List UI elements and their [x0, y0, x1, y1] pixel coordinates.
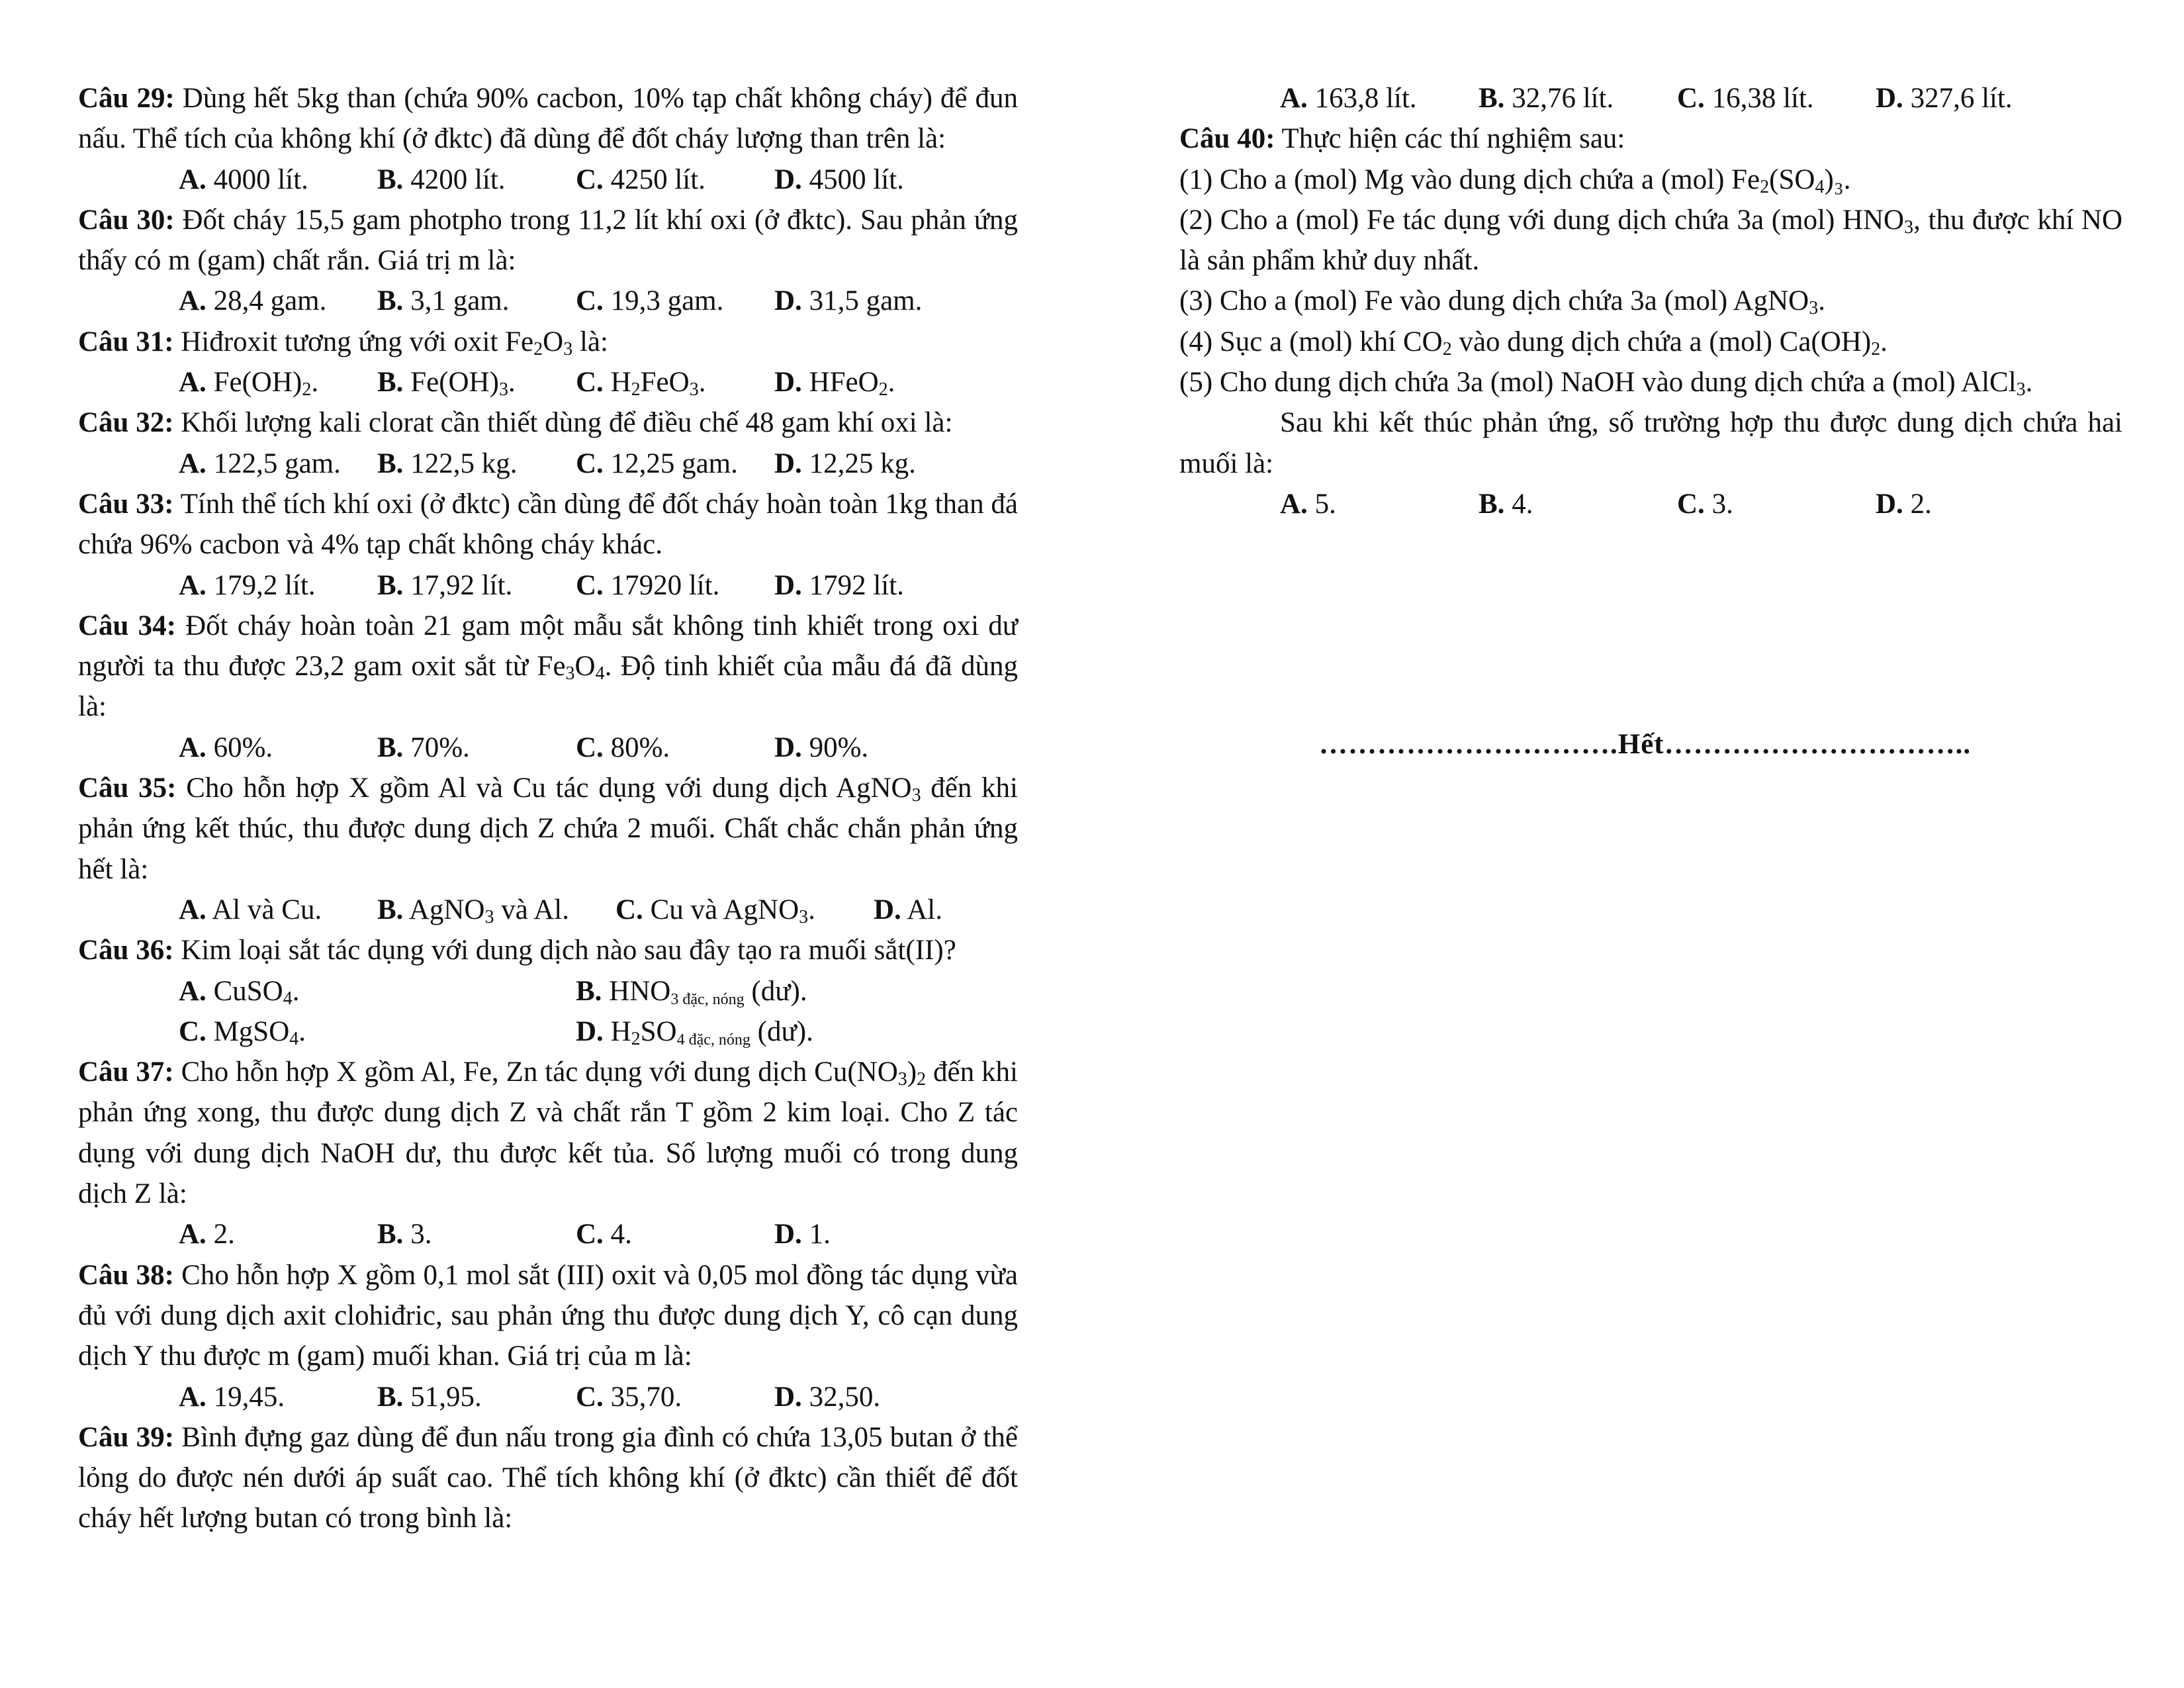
experiment-1: (1) Cho a (mol) Mg vào dung dịch chứa a (mol) $Fe_2(SO_4)_3$.: [1179, 164, 1851, 197]
option-b: B. $HNO_{3 đặc, nóng}$ (dư).: [576, 975, 807, 1008]
option-b: B. 70%.: [377, 731, 470, 763]
question-40-conclusion: Sau khi kết thúc phản ứng, số trường hợp thu được dung dịch chứa hai muối là:: [1179, 407, 2122, 479]
question-36-options-row-2: [78, 1011, 1018, 1052]
question-29: [78, 78, 1018, 160]
question-label: Câu 38:: [78, 1259, 174, 1291]
option-b: B. 122,5 kg.: [377, 447, 518, 479]
question-text: Kim loại sắt tác dụng với dung dịch nào sau đây tạo ra muối sắt(II)?: [181, 935, 956, 966]
option-a: A. 60%.: [179, 731, 273, 763]
option-d: D. 32,50.: [774, 1381, 881, 1413]
question-34: [78, 606, 1018, 727]
question-36: [78, 930, 1018, 970]
option-d: D. 4500 lít.: [774, 164, 904, 195]
question-31: [78, 322, 1018, 362]
option-d: D. 12,25 kg.: [774, 447, 916, 479]
question-39-options: [1179, 78, 2122, 118]
question-39: [78, 1417, 1018, 1539]
question-label: Câu 39:: [78, 1421, 175, 1453]
option-a: A. 5.: [1280, 488, 1336, 520]
experiment-3: (3) Cho a (mol) Fe vào dung dịch chứa 3a (mol) AgNO$_3$.: [1179, 285, 1825, 319]
question-label: Câu 31:: [78, 326, 174, 357]
question-36-options-row-1: [78, 971, 1018, 1011]
option-a: A. 179,2 lít.: [179, 569, 316, 601]
option-a: A. Al và Cu.: [179, 894, 322, 925]
question-text: Cho hỗn hợp X gồm Al, Fe, Zn tác dụng với dung dịch $Cu(NO_3)_2$ đến khi phản ứng xong, thu được dung dịch Z và chất rắn T gồm 2 kim loại. Cho Z tác dụng với dung dịch NaOH dư, thu được kết tủa. Số lượng muối có trong dung dịch Z là:: [78, 1056, 1018, 1210]
question-30: [78, 200, 1018, 281]
question-32-options: [78, 444, 1018, 484]
question-text: Thực hiện các thí nghiệm sau:: [1281, 123, 1625, 155]
question-label: Câu 29:: [78, 83, 175, 114]
question-label: Câu 34:: [78, 610, 176, 641]
right-column: [1179, 78, 2122, 524]
question-33: [78, 484, 1018, 565]
question-38: [78, 1255, 1018, 1377]
option-b: B. AgNO$_3$ và Al.: [377, 894, 569, 927]
question-37-options: [78, 1214, 1018, 1254]
option-b: B. 17,92 lít.: [377, 569, 513, 601]
question-37: [78, 1052, 1018, 1214]
option-d: D. 90%.: [774, 731, 869, 763]
experiment-5: (5) Cho dung dịch chứa 3a (mol) NaOH vào dung dịch chứa a (mol) AlCl$_3$.: [1179, 367, 2033, 400]
option-c: C. 35,70.: [576, 1381, 682, 1413]
question-label: Câu 36:: [78, 935, 174, 966]
option-b: B. 4200 lít.: [377, 164, 506, 195]
option-a: A. 4000 lít.: [179, 164, 308, 195]
question-text: Đốt cháy hoàn toàn 21 gam một mẫu sắt không tinh khiết trong oxi dư người ta thu được 23,2 gam oxit sắt từ $Fe_3O_4$. Độ tinh khiết của mẫu đá đã dùng là:: [78, 610, 1019, 723]
question-label: Câu 37:: [78, 1056, 174, 1088]
option-c: C. 4250 lít.: [576, 164, 705, 195]
experiment-2: (2) Cho a (mol) Fe tác dụng với dung dịch chứa 3a (mol) $HNO_3$, thu được khí NO là sản phẩm khử duy nhất.: [1179, 204, 2122, 277]
question-text: Bình đựng gaz dùng để đun nấu trong gia đình có chứa 13,05 butan ở thể lỏng do được nén dưới áp suất cao. Thể tích không khí (ở đktc) cần thiết để đốt cháy hết lượng butan có trong bình là:: [78, 1421, 1019, 1534]
question-35: [78, 768, 1018, 890]
question-label: Câu 32:: [78, 407, 174, 439]
question-34-options: [78, 727, 1018, 768]
question-38-options: [78, 1377, 1018, 1417]
option-b: B. $Fe(OH)_3$.: [377, 367, 516, 400]
option-c: C. Cu và AgNO$_3$.: [615, 894, 815, 927]
question-label: Câu 33:: [78, 488, 174, 520]
option-a: A. CuSO$_4$.: [179, 975, 300, 1009]
option-c: C. 4.: [576, 1219, 632, 1250]
question-32: [78, 402, 1018, 443]
question-label: Câu 40:: [1179, 123, 1275, 155]
option-a: A. 2.: [179, 1219, 235, 1250]
option-d: D. HFeO$_2$.: [774, 367, 895, 400]
option-c: C. 80%.: [576, 731, 670, 763]
question-text: Khối lượng kali clorat cần thiết dùng để điều chế 48 gam khí oxi là:: [181, 407, 953, 439]
question-text: Dùng hết 5kg than (chứa 90% cacbon, 10% tạp chất không cháy) để đun nấu. Thể tích của không khí (ở đktc) đã dùng để đốt cháy lượng than trên là:: [78, 83, 1018, 155]
option-d: D. $H_2SO_{4 đặc, nóng}$ (dư).: [576, 1015, 813, 1049]
option-a: A. 122,5 gam.: [179, 447, 341, 479]
option-c: C. 12,25 gam.: [576, 447, 738, 479]
option-c: C. 3.: [1677, 488, 1733, 520]
question-40-options: [1179, 484, 2122, 524]
option-b: B. 32,76 lít.: [1479, 83, 1614, 114]
option-c: C. MgSO$_4$.: [179, 1015, 306, 1049]
option-d: D. 1.: [774, 1219, 831, 1250]
question-30-options: [78, 281, 1018, 321]
option-a: A. 19,45.: [179, 1381, 285, 1413]
question-29-options: [78, 160, 1018, 200]
question-33-options: [78, 565, 1018, 606]
experiment-4: (4) Sục a (mol) khí $CO_2$ vào dung dịch chứa a (mol) $Ca(OH)_2$.: [1179, 326, 1888, 359]
question-35-options: [78, 890, 1018, 930]
option-d: D. 327,6 lít.: [1876, 83, 2013, 114]
question-text: Cho hỗn hợp X gồm Al và Cu tác dụng với dung dịch AgNO$_3$ đến khi phản ứng kết thúc, thu được dung dịch Z chứa 2 muối. Chất chắc chắn phản ứng hết là:: [78, 773, 1019, 885]
question-text: Tính thể tích khí oxi (ở đktc) cần dùng để đốt cháy hoàn toàn 1kg than đá chứa 96% cacbon và 4% tạp chất không cháy khác.: [78, 488, 1018, 561]
option-c: C. $H_2FeO_3$.: [576, 367, 706, 400]
question-label: Câu 35:: [78, 773, 177, 804]
option-b: B. 3,1 gam.: [377, 285, 510, 317]
option-c: C. 19,3 gam.: [576, 285, 724, 317]
option-a: A. 163,8 lít.: [1280, 83, 1417, 114]
question-40: [1179, 118, 2122, 159]
option-d: D. 31,5 gam.: [774, 285, 923, 317]
option-d: D. 2.: [1876, 488, 1932, 520]
option-c: C. 17920 lít.: [576, 569, 720, 601]
question-text: Đốt cháy 15,5 gam photpho trong 11,2 lít khí oxi (ở đktc). Sau phản ứng thấy có m (gam) chất rắn. Giá trị m là:: [78, 204, 1018, 277]
option-d: D. 1792 lít.: [774, 569, 904, 601]
option-b: B. 51,95.: [377, 1381, 482, 1413]
question-label: Câu 30:: [78, 204, 175, 236]
left-column: [78, 78, 1018, 1539]
option-b: B. 3.: [377, 1219, 432, 1250]
question-text: Cho hỗn hợp X gồm 0,1 mol sắt (III) oxit và 0,05 mol đồng tác dụng vừa đủ với dung dịch axit clohiđric, sau phản ứng thu được dung dịch Y, cô cạn dung dịch Y thu được m (gam) muối khan. Giá trị của m là:: [78, 1259, 1019, 1372]
option-c: C. 16,38 lít.: [1677, 83, 1814, 114]
option-a: A. $Fe(OH)_2$.: [179, 367, 319, 400]
option-d: D. Al.: [874, 894, 942, 925]
question-text: Hiđroxit tương ứng với oxit $Fe_2O_3$ là:: [181, 326, 608, 359]
end-marker: ………………………….Hết…………………………..: [1319, 729, 1972, 760]
question-31-options: [78, 362, 1018, 402]
option-b: B. 4.: [1479, 488, 1533, 520]
option-a: A. 28,4 gam.: [179, 285, 327, 317]
